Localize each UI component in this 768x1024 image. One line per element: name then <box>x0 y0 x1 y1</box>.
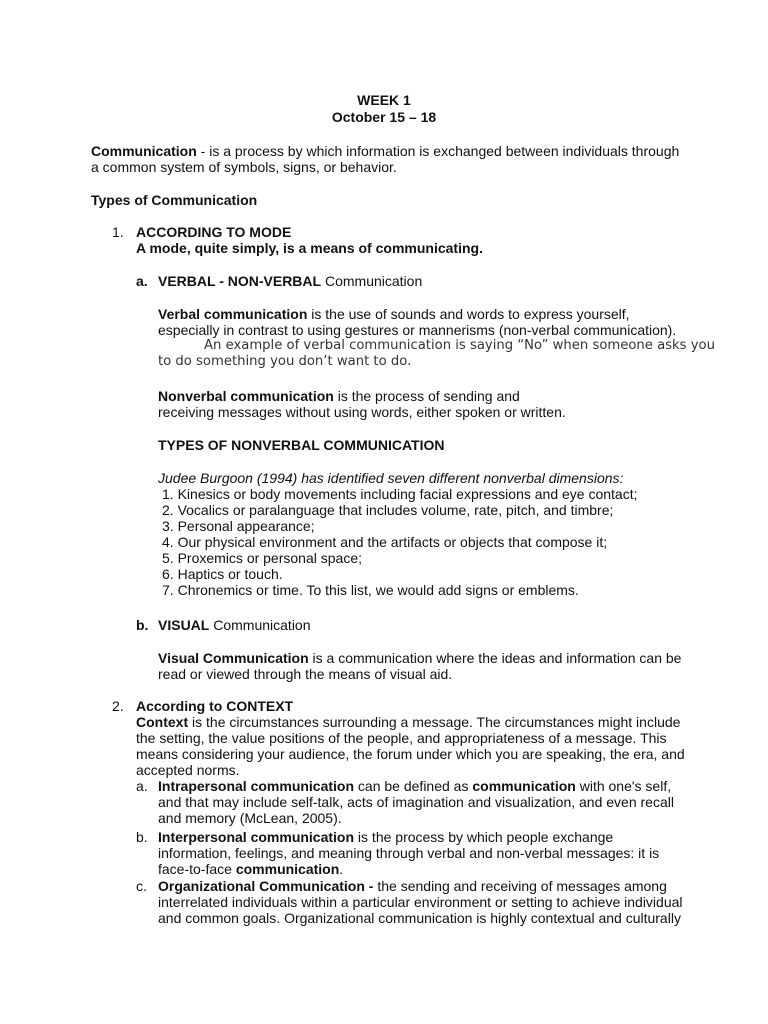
verbal-line-2: especially in contrast to using gestures or mannerisms (non-verbal communication). <box>158 322 677 338</box>
nonverbal-text-1: is the process of sending and <box>333 388 520 404</box>
nv-list-text: Haptics or touch. <box>177 566 283 582</box>
nonverbal-term: Nonverbal communication <box>158 388 334 404</box>
visual-term: Visual Communication <box>158 650 309 666</box>
organizational-text-1: the sending and receiving of messages among <box>373 878 667 894</box>
subsection-b-heading <box>158 617 311 633</box>
nv-list-number: 7. <box>162 582 174 598</box>
intrapersonal-end: with one's self, <box>575 778 672 794</box>
section-1-number: 1. <box>112 224 124 240</box>
nv-list-text: Proxemics or personal space; <box>177 550 362 566</box>
context-line-2: the setting, the value positions of the people, and appropriateness of a message. This <box>136 730 667 746</box>
nv-list-number: 2. <box>162 502 174 518</box>
visual-text-1: is a communication where the ideas and information can be <box>308 650 682 666</box>
nv-list-text: Vocalics or paralanguage that includes volume, rate, pitch, and timbre; <box>177 502 614 518</box>
nv-list-text: Personal appearance; <box>177 518 315 534</box>
organizational-line-3: and common goals. Organizational communication is highly contextual and culturally <box>158 910 681 926</box>
context-text-1: is the circumstances surrounding a message. The circumstances might include <box>188 714 681 730</box>
nv-list-item <box>162 486 638 502</box>
item-b-label: b. <box>136 829 148 845</box>
intro-line-2: a common system of symbols, signs, or behavior. <box>91 159 397 175</box>
interpersonal-text-1: is the process by which people exchange <box>354 829 614 845</box>
organizational-line-1 <box>158 878 667 894</box>
context-line-1 <box>136 714 680 730</box>
interpersonal-line-3-pre: face-to-face <box>158 861 236 877</box>
nv-list-text: Our physical environment and the artifacts or objects that compose it; <box>177 534 608 550</box>
intrapersonal-term: Intrapersonal communication <box>158 778 355 794</box>
interpersonal-line-3 <box>158 861 343 877</box>
item-a-label: a. <box>136 778 148 794</box>
verbal-text-1: is the use of sounds and words to express yourself, <box>307 306 630 322</box>
subsection-b-rest: Communication <box>209 617 311 633</box>
nv-list-text: Kinesics or body movements including facial expressions and eye contact; <box>177 486 638 502</box>
intro-line-1 <box>91 143 679 159</box>
section-2-title: According to CONTEXT <box>136 698 294 714</box>
item-c-label: c. <box>136 878 147 894</box>
subsection-a-rest: Communication <box>321 273 423 289</box>
date-range: October 15 – 18 <box>331 109 437 125</box>
intro-term: Communication <box>91 143 197 159</box>
interpersonal-line-2: information, feelings, and meaning through verbal and non-verbal messages: it is <box>158 845 660 861</box>
week-title: WEEK 1 <box>357 92 411 108</box>
types-nonverbal-heading: TYPES OF NONVERBAL COMMUNICATION <box>158 437 445 453</box>
context-line-4: accepted norms. <box>136 762 240 778</box>
nv-list-number: 1. <box>162 486 174 502</box>
subsection-a-heading <box>158 273 422 289</box>
verbal-line-3: An example of verbal communication is saying “No” when someone asks you <box>204 338 715 353</box>
subsection-b-label: b. <box>136 617 149 633</box>
nv-list-text: Chronemics or time. To this list, we would add signs or emblems. <box>177 582 579 598</box>
types-heading: Types of Communication <box>91 192 258 208</box>
nv-list-item <box>162 582 579 598</box>
nv-list-number: 6. <box>162 566 174 582</box>
intrapersonal-line-2: and that may include self-talk, acts of imagination and visualization, and even recall <box>158 794 674 810</box>
intrapersonal-line-1 <box>158 778 671 794</box>
nv-list-number: 4. <box>162 534 174 550</box>
organizational-term: Organizational Communication - <box>158 878 374 894</box>
nv-list-item <box>162 550 362 566</box>
nonverbal-line-1 <box>158 388 520 404</box>
nonverbal-line-2: receiving messages without using words, either spoken or written. <box>158 404 566 420</box>
verbal-term: Verbal communication <box>158 306 308 322</box>
intro-text-1: - is a process by which information is exchanged between individuals through <box>196 143 680 159</box>
context-term: Context <box>136 714 189 730</box>
organizational-line-2: interrelated individuals within a particular environment or setting to achieve individual <box>158 894 683 910</box>
context-line-3: means considering your audience, the forum under which you are speaking, the era, and <box>136 746 685 762</box>
subsection-a-label: a. <box>136 273 148 289</box>
nv-list-item <box>162 502 613 518</box>
section-1-subtitle: A mode, quite simply, is a means of communicating. <box>136 240 483 256</box>
interpersonal-line-1 <box>158 829 613 845</box>
section-2-number: 2. <box>112 698 124 714</box>
nv-list-item <box>162 534 607 550</box>
nv-list-item <box>162 518 315 534</box>
interpersonal-line-3-bold: communication <box>235 861 340 877</box>
subsection-a-bold: VERBAL - NON-VERBAL <box>158 273 322 289</box>
nv-list-number: 5. <box>162 550 174 566</box>
visual-line-2: read or viewed through the means of visual aid. <box>158 666 453 682</box>
intrapersonal-term-2: communication <box>472 778 576 794</box>
interpersonal-line-3-end: . <box>339 861 344 877</box>
nv-list-number: 3. <box>162 518 174 534</box>
nv-list-item <box>162 566 283 582</box>
visual-line-1 <box>158 650 681 666</box>
intrapersonal-mid: can be defined as <box>354 778 473 794</box>
section-1-title: ACCORDING TO MODE <box>136 224 292 240</box>
intrapersonal-line-3: and memory (McLean, 2005). <box>158 810 342 826</box>
burgoon-intro: Judee Burgoon (1994) has identified seven different nonverbal dimensions: <box>158 470 624 486</box>
interpersonal-term: Interpersonal communication <box>158 829 355 845</box>
subsection-b-bold: VISUAL <box>158 617 210 633</box>
verbal-line-1 <box>158 306 630 322</box>
verbal-line-4: to do something you don’t want to do. <box>158 354 412 369</box>
